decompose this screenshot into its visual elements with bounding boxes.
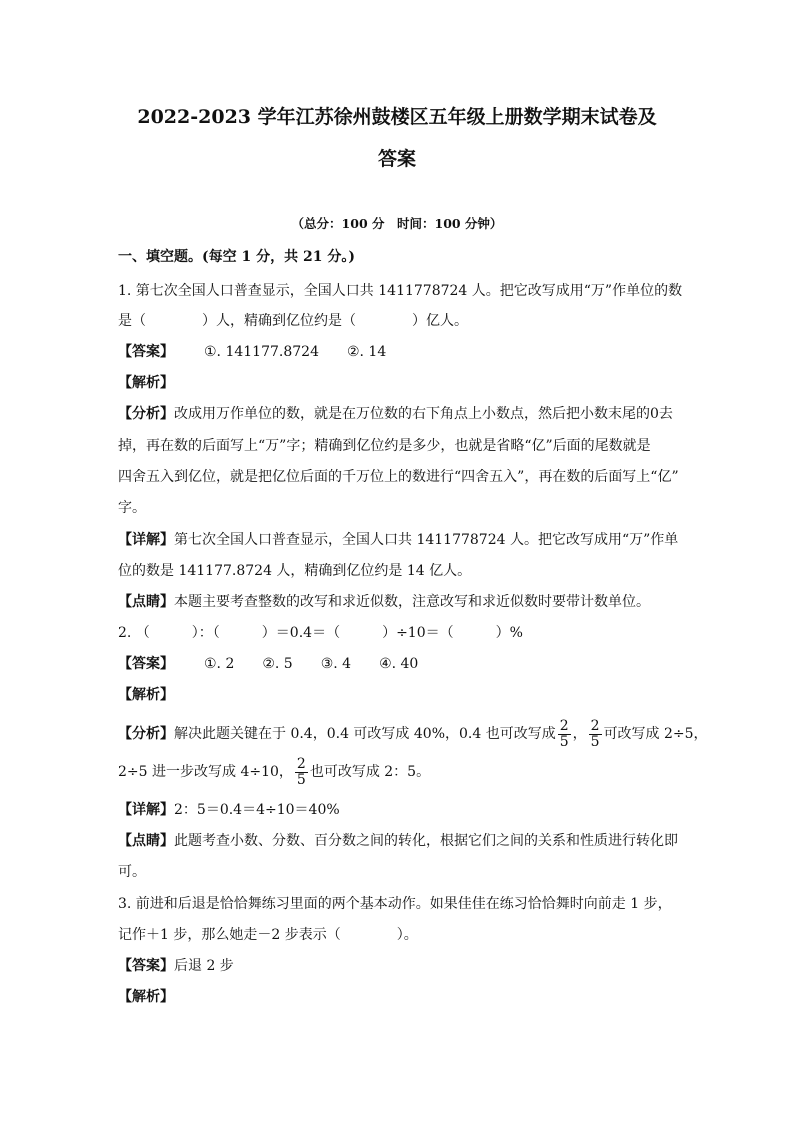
fenxi-text: 改成用万作单位的数，就是在万位数的右下角点上小数点，然后把小数末尾的0去 xyxy=(174,406,673,422)
fraction-two-fifths xyxy=(295,757,308,788)
answer-tag: 【答案】 xyxy=(118,656,174,672)
xiangjie-tag: 【详解】 xyxy=(118,532,174,548)
fraction-two-fifths xyxy=(589,719,602,750)
q2-line1: 2. （ ）：（ ）＝0.4＝（ ）÷10＝（ ）% xyxy=(118,625,523,641)
q1-fenxi-line3: 四舍五入到亿位，就是把亿位后面的千万位上的数进行“四舍五入”，再在数的后面写上“亿” xyxy=(118,469,679,485)
q2-dianjing-line2: 可。 xyxy=(118,864,146,880)
q1-fenxi-line2: 掉，再在数的后面写上“万”字；精确到亿位约是多少，也就是省略“亿”后面的尾数就是 xyxy=(118,438,651,454)
q1-xiangjie-line2: 位的数是 141177.8724 人，精确到亿位约是 14 亿人。 xyxy=(118,563,472,579)
xiangjie-tag: 【详解】 xyxy=(118,802,174,818)
q1-answer xyxy=(118,342,678,362)
fraction-numerator: 2 xyxy=(296,755,306,772)
fenxi-text-a: 解决此题关键在于 0.4，0.4 可改写成 40%，0.4 也可改写成 xyxy=(174,726,556,742)
q2-dianjing-line1 xyxy=(118,831,678,851)
fenxi-text-b: ， xyxy=(572,726,587,742)
q1-line2: 是（ ）人，精确到亿位约是（ ）亿人。 xyxy=(118,313,468,329)
document-title-line1: 2022-2023 学年江苏徐州鼓楼区五年级上册数学期末试卷及 xyxy=(137,106,657,128)
exam-meta: （总分：100 分 时间：100 分钟） xyxy=(291,216,503,231)
q2-answer xyxy=(118,654,678,674)
q1-jiexi-tag: 【解析】 xyxy=(118,375,174,391)
q3-line1: 3. 前进和后退是恰恰舞练习里面的两个基本动作。如果佳佳在练习恰恰舞时向前走 1 步， xyxy=(118,896,672,912)
answer-tag: 【答案】 xyxy=(118,344,174,360)
q1-line1: 1. 第七次全国人口普查显示，全国人口共 1411778724 人。把它改写成用“万”作单位的数 xyxy=(118,283,683,299)
answer-tag: 【答案】 xyxy=(118,958,174,974)
dianjing-tag: 【点睛】 xyxy=(118,594,174,610)
q1-fenxi-line1 xyxy=(118,404,678,424)
fraction-denominator: 5 xyxy=(590,733,600,750)
fenxi-tag: 【分析】 xyxy=(118,406,174,422)
answer-text: ①. 2 ②. 5 ③. 4 ④. 40 xyxy=(204,656,419,672)
answer-text: ①. 141177.8724 ②. 14 xyxy=(204,344,387,360)
fraction-numerator: 2 xyxy=(559,717,569,734)
section-heading: 一、填空题。(每空 1 分，共 21 分。) xyxy=(118,249,355,265)
q3-line2: 记作＋1 步，那么她走－2 步表示（ ）。 xyxy=(118,927,418,943)
answer-text: 后退 2 步 xyxy=(174,958,234,974)
dianjing-text: 此题考查小数、分数、百分数之间的转化，根据它们之间的关系和性质进行转化即 xyxy=(174,833,678,849)
xiangjie-text: 第七次全国人口普查显示，全国人口共 1411778724 人。把它改写成用“万”作单 xyxy=(174,532,679,548)
dianjing-tag: 【点睛】 xyxy=(118,833,174,849)
fenxi-text-c: 可改写成 2÷5， xyxy=(603,726,708,742)
q1-fenxi-line4: 字。 xyxy=(118,500,146,516)
fraction-denominator: 5 xyxy=(296,771,306,788)
fenxi-text-l2b: 也可改写成 2：5。 xyxy=(309,764,431,780)
fraction-numerator: 2 xyxy=(590,717,600,734)
q1-dianjing xyxy=(118,592,678,612)
q2-fenxi-line2 xyxy=(118,754,678,790)
fraction-denominator: 5 xyxy=(559,733,569,750)
fenxi-text-l2a: 2÷5 进一步改写成 4÷10， xyxy=(118,764,293,780)
q3-answer xyxy=(118,956,678,976)
xiangjie-text: 2：5＝0.4＝4÷10＝40% xyxy=(174,802,340,818)
q3-jiexi-tag: 【解析】 xyxy=(118,989,174,1005)
q2-xiangjie xyxy=(118,800,678,820)
document-title-line2: 答案 xyxy=(377,148,416,170)
dianjing-text: 本题主要考查整数的改写和求近似数，注意改写和求近似数时要带计数单位。 xyxy=(174,594,650,610)
q2-jiexi-tag: 【解析】 xyxy=(118,687,174,703)
q2-fenxi-line1 xyxy=(118,716,708,752)
fraction-two-fifths xyxy=(558,719,571,750)
q1-xiangjie-line1 xyxy=(118,530,678,550)
fenxi-tag: 【分析】 xyxy=(118,726,174,742)
